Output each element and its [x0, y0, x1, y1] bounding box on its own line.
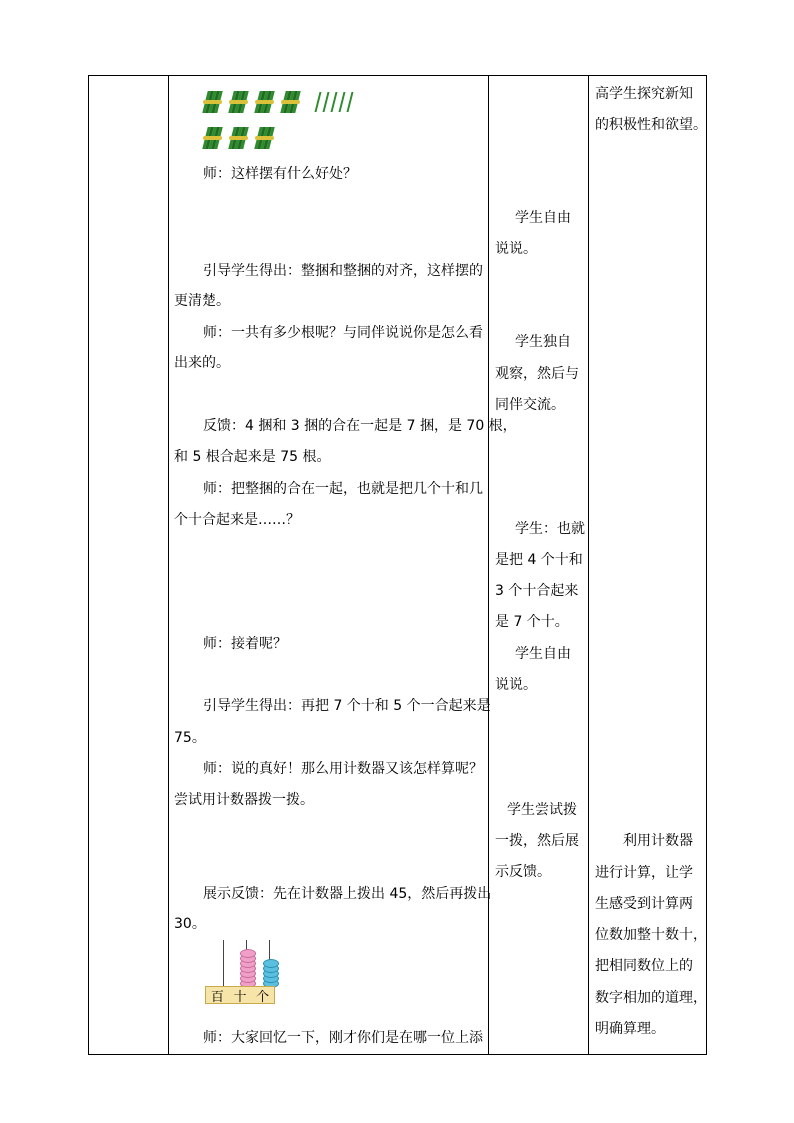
text-line: 的积极性和欲望。: [595, 117, 707, 133]
text-line: 学生尝试拨: [507, 802, 577, 818]
text-line: 是 7 个十。: [495, 614, 569, 630]
abacus-rod: [223, 940, 224, 986]
stick-bundle-icon: [203, 90, 221, 114]
column-teacher-activity: [169, 76, 517, 1054]
stick-bundle-icon: [203, 126, 221, 150]
text-line: 利用计数器: [623, 833, 693, 849]
text-line: 学生自由: [515, 210, 571, 226]
text-line: 师：大家回忆一下，刚才你们是在哪一位上添: [203, 1030, 483, 1046]
text-line: 进行计算，让学: [595, 865, 693, 881]
text-line: 75。: [174, 730, 206, 746]
column-step: [89, 76, 168, 1054]
text-line: 高学生探究新知: [595, 86, 693, 102]
text-line: 把相同数位上的: [595, 958, 693, 974]
text-line: 展示反馈：先在计数器上拨出 45，然后再拨出: [203, 886, 492, 902]
text-line: 是把 4 个十和: [495, 552, 583, 568]
abacus-label-hundreds: 百: [210, 989, 224, 1005]
text-line: 30。: [174, 916, 206, 932]
loose-stick-icon: [331, 92, 338, 112]
stick-bundle-icon: [281, 90, 299, 114]
abacus-label-tens: 十: [233, 989, 247, 1005]
text-line: 说说。: [495, 677, 537, 693]
text-line: 反馈：4 捆和 3 捆的合在一起是 7 捆，是 70 根，: [203, 418, 517, 434]
text-line: 师：一共有多少根呢？与同伴说说你是怎么看: [203, 325, 483, 341]
text-line: 一拨，然后展: [495, 833, 579, 849]
loose-stick-icon: [315, 92, 322, 112]
abacus-label-ones: 个: [256, 989, 270, 1005]
text-line: 学生独自: [515, 334, 571, 350]
text-line: 学生自由: [515, 646, 571, 662]
text-line: 尝试用计数器拨一拨。: [174, 792, 314, 808]
abacus-bead: [263, 959, 279, 968]
text-line: 同伴交流。: [495, 397, 565, 413]
text-line: 引导学生得出：再把 7 个十和 5 个一合起来是: [203, 698, 491, 714]
text-line: 明确算理。: [595, 1021, 665, 1037]
text-line: 出来的。: [174, 355, 230, 371]
text-line: 个十合起来是……？: [174, 512, 300, 528]
text-line: 说说。: [495, 241, 537, 257]
lesson-table: [88, 75, 707, 1055]
text-line: 和 5 根合起来是 75 根。: [174, 449, 331, 465]
stick-bundles-illustration: [203, 88, 363, 154]
text-line: 生感受到计算两: [595, 896, 693, 912]
stick-bundle-icon: [229, 126, 247, 150]
text-line: 师：接着呢？: [203, 636, 287, 652]
loose-stick-icon: [347, 92, 354, 112]
text-line: 示反馈。: [495, 864, 551, 880]
column-student-activity: [489, 76, 588, 1054]
text-line: 观察，然后与: [495, 366, 579, 382]
text-line: 3 个十合起来: [495, 583, 579, 599]
abacus-label-bar: [205, 986, 275, 1004]
text-line: 引导学生得出：整捆和整捆的对齐，这样摆的: [203, 263, 483, 279]
stick-bundle-icon: [229, 90, 247, 114]
text-line: 位数加整十数十，: [595, 927, 707, 943]
stick-bundle-icon: [255, 126, 273, 150]
text-line: 学生：也就: [515, 521, 585, 537]
counter-abacus: [205, 940, 277, 1006]
abacus-bead: [240, 949, 256, 958]
text-line: 数字相加的道理，: [595, 990, 707, 1006]
column-design-intent: [589, 76, 707, 1054]
stick-bundle-icon: [255, 90, 273, 114]
text-line: 师：说的真好！那么用计数器又该怎样算呢？: [203, 761, 483, 777]
loose-stick-icon: [339, 92, 346, 112]
text-line: 更清楚。: [174, 293, 230, 309]
text-line: 师：这样摆有什么好处？: [203, 166, 357, 182]
loose-stick-icon: [323, 92, 330, 112]
text-line: 师：把整捆的合在一起，也就是把几个十和几: [203, 481, 483, 497]
